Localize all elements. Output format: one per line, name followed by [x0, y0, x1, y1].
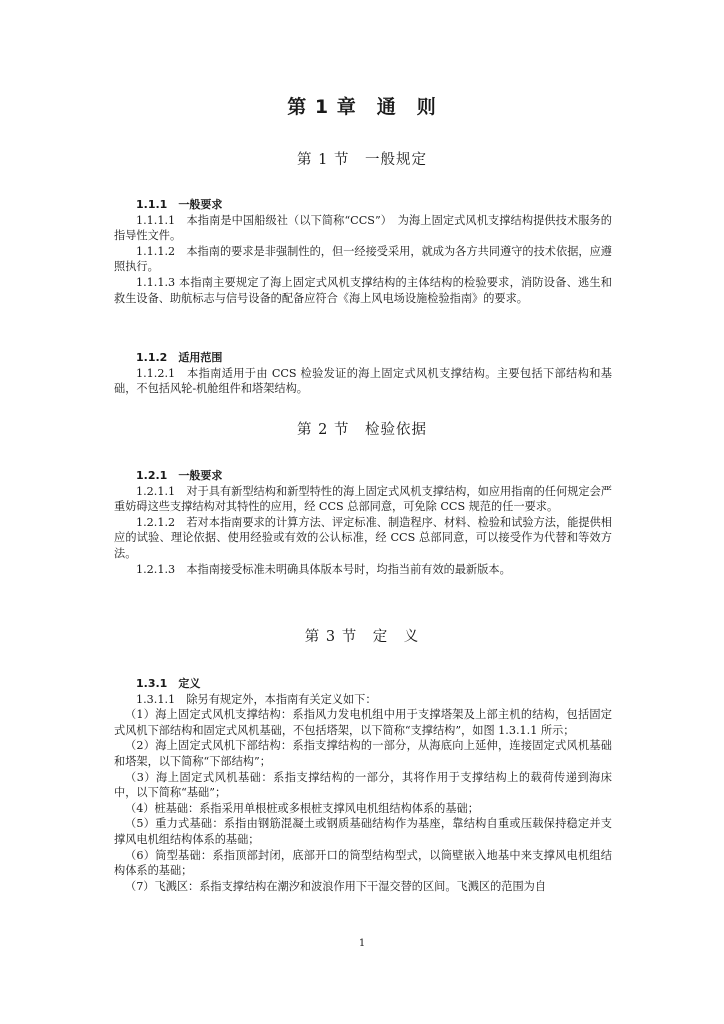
definition-item: （6）筒型基础：系指顶部封闭，底部开口的筒型结构型式，以筒壁嵌入地基中来支撑风电机组结构体系的基础； — [114, 848, 612, 878]
section-title-3: 第 3 节 定 义 — [304, 629, 420, 645]
definition-item: （2）海上固定式风机下部结构：系指支撑结构的一部分，从海底向上延伸，连接固定式风机基础和塔架，以下简称“下部结构”； — [114, 739, 612, 768]
paragraph: 1.1.1.1 本指南是中国船级社（以下简称“CCS”） 为海上固定式风机支撑结构提供技术服务的指导性文件。 — [114, 213, 612, 243]
subsection-heading: 1.3.1 定义 — [136, 677, 201, 690]
section-title-2: 第 2 节 检验依据 — [297, 422, 427, 438]
paragraph: 1.2.1.3 本指南接受标准未明确具体版本号时，均指当前有效的最新版本。 — [136, 562, 511, 576]
definition-item: （4）桩基础：系指采用单根桩或多根桩支撑风电机组结构体系的基础； — [125, 801, 479, 815]
subsection-heading: 1.1.1 一般要求 — [136, 198, 223, 211]
paragraph: 1.2.1.2 若对本指南要求的计算方法、评定标准、制造程序、材料、检验和试验方法，能提供相应的试验、理论依据、使用经验或有效的公认标准，经 CCS 总部同意，可以接受作为代替和等效方法。 — [114, 515, 612, 560]
definition-item: （7）飞溅区：系指支撑结构在潮汐和波浪作用下干湿交替的区间。飞溅区的范围为自 — [125, 879, 547, 893]
paragraph: 1.1.2.1 本指南适用于由 CCS 检验发证的海上固定式风机支撑结构。主要包括下部结构和基础，不包括风轮-机舱组件和塔架结构。 — [114, 366, 612, 396]
subsection-heading: 1.2.1 一般要求 — [136, 469, 223, 482]
subsection-1-2-1 — [114, 468, 612, 577]
paragraph: 1.1.1.3 本指南主要规定了海上固定式风机支撑结构的主体结构的检验要求，消防设备、逃生和救生设备、助航标志与信号设备的配备应符合《海上风电场设施检验指南》的要求。 — [114, 275, 612, 305]
chapter-title: 第 1 章 通 则 — [287, 96, 437, 118]
page-number: 1 — [358, 938, 366, 949]
subsection-1-3-1 — [114, 676, 612, 894]
subsection-1-1-2 — [114, 350, 612, 397]
section-title-1: 第 1 节 一般规定 — [297, 152, 427, 168]
paragraph: 1.3.1.1 除另有规定外，本指南有关定义如下： — [136, 692, 377, 706]
paragraph: 1.2.1.1 对于具有新型结构和新型特性的海上固定式风机支撑结构，如应用指南的任何规定会严重妨碍这些支撑结构对其特性的应用，经 CCS 总部同意，可免除 CCS 规范的任一要求。 — [114, 484, 612, 514]
definition-item: （3）海上固定式风机基础：系指支撑结构的一部分，其将作用于支撑结构上的载荷传递到海床中，以下简称“基础”； — [114, 770, 612, 800]
paragraph: 1.1.1.2 本指南的要求是非强制性的，但一经接受采用，就成为各方共同遵守的技术依据，应遵照执行。 — [114, 244, 612, 274]
subsection-1-1-1 — [114, 197, 612, 306]
definition-item: （1）海上固定式风机支撑结构：系指风力发电机组中用于支撑塔架及上部主机的结构，包括固定式风机下部结构和固定式风机基础，不包括塔架，以下简称“支撑结构”，如图 1.3.1.1 所示； — [114, 708, 612, 737]
definition-item: （5）重力式基础：系指由钢筋混凝土或钢质基础结构作为基座，靠结构自重或压载保持稳定并支撑风电机组结构体系的基础； — [114, 817, 612, 846]
subsection-heading: 1.1.2 适用范围 — [136, 351, 223, 364]
